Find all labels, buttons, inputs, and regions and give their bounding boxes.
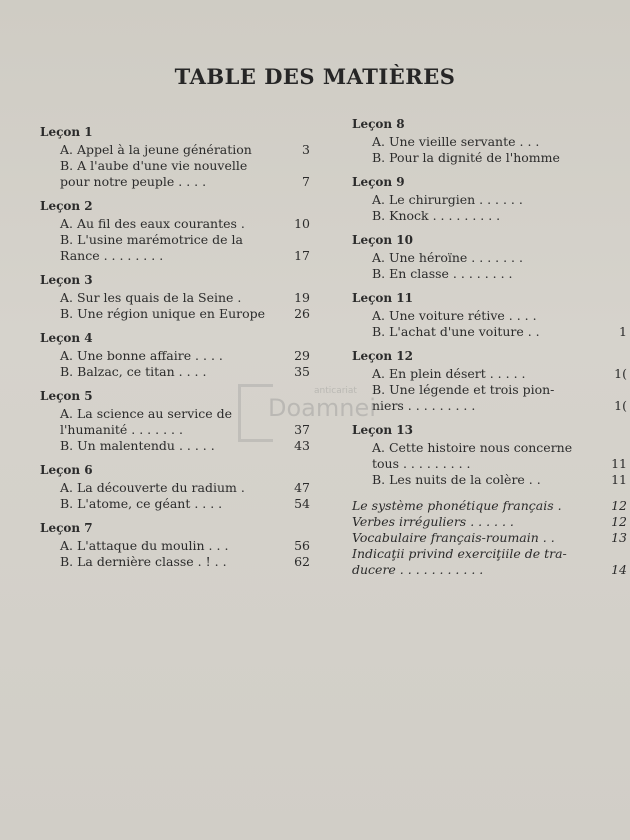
toc-entry-page: 56 bbox=[294, 538, 310, 553]
toc-entry-label: A. L'attaque du moulin . . . bbox=[60, 538, 229, 553]
lesson-block bbox=[40, 330, 310, 380]
toc-entry bbox=[40, 306, 310, 322]
toc-entry bbox=[352, 150, 627, 166]
toc-entry-page: 19 bbox=[294, 290, 310, 305]
lesson-title: Leçon 2 bbox=[40, 199, 93, 213]
toc-entry bbox=[40, 554, 310, 570]
toc-entry-label: A. Appel à la jeune génération bbox=[60, 142, 252, 157]
watermark-big-text: Doamnei bbox=[268, 394, 376, 422]
toc-entry-label: B. Balzac, ce titan . . . . bbox=[60, 364, 207, 379]
toc-entry-page: 62 bbox=[294, 554, 310, 569]
toc-entry bbox=[40, 216, 310, 232]
lesson-block bbox=[40, 124, 310, 190]
toc-entry-page: 26 bbox=[294, 306, 310, 321]
appendix-entry bbox=[352, 530, 627, 546]
toc-entry-label: A. Une bonne affaire . . . . bbox=[60, 348, 223, 363]
toc-entry-page: 37 bbox=[294, 422, 310, 437]
toc-entry bbox=[352, 192, 627, 208]
toc-entry-label: A. La découverte du radium . bbox=[60, 480, 245, 495]
lesson-block bbox=[352, 348, 627, 414]
toc-entry-page: 1( bbox=[614, 366, 627, 381]
appendix-entry-page: 12 bbox=[611, 498, 627, 513]
lesson-title: Leçon 3 bbox=[40, 273, 93, 287]
toc-entry-label: B. Knock . . . . . . . . . bbox=[372, 208, 501, 223]
toc-entry-label: B. Pour la dignité de l'homme bbox=[372, 150, 560, 165]
lesson-block bbox=[352, 422, 627, 488]
toc-entry bbox=[352, 208, 627, 224]
lesson-title: Leçon 13 bbox=[352, 423, 413, 437]
lesson-title: Leçon 7 bbox=[40, 521, 93, 535]
toc-entry-label: A. Une héroïne . . . . . . . bbox=[372, 250, 523, 265]
toc-entry-label: B. Une légende et trois pion- niers . . . . . . . . . bbox=[372, 382, 555, 413]
lesson-title: Leçon 10 bbox=[352, 233, 413, 247]
toc-left-column bbox=[40, 124, 310, 578]
toc-entry-label: B. Les nuits de la colère . . bbox=[372, 472, 541, 487]
lesson-block bbox=[352, 290, 627, 340]
lesson-block bbox=[352, 232, 627, 282]
toc-entry-page: 11 bbox=[611, 472, 627, 487]
toc-entry bbox=[352, 382, 627, 414]
toc-entry-page: 7 bbox=[302, 174, 310, 189]
toc-entry bbox=[40, 406, 310, 438]
toc-entry bbox=[352, 250, 627, 266]
lesson-block bbox=[40, 520, 310, 570]
lesson-block bbox=[40, 272, 310, 322]
toc-entry-page: 11 bbox=[611, 456, 627, 471]
toc-entry-label: B. A l'aube d'une vie nouvelle pour notre peuple . . . . bbox=[60, 158, 248, 189]
appendix-entry bbox=[352, 546, 627, 578]
toc-entry-label: A. Une voiture rétive . . . . bbox=[372, 308, 537, 323]
appendix-entry-page: 14 bbox=[611, 562, 627, 577]
toc-entry bbox=[352, 134, 627, 150]
toc-entry-page: 29 bbox=[294, 348, 310, 363]
lesson-title: Leçon 4 bbox=[40, 331, 93, 345]
appendix-entry-page: 12 bbox=[611, 514, 627, 529]
toc-entry bbox=[352, 472, 627, 488]
lesson-title: Leçon 6 bbox=[40, 463, 93, 477]
toc-entry-label: B. L'atome, ce géant . . . . bbox=[60, 496, 223, 511]
lesson-block bbox=[352, 174, 627, 224]
toc-entry bbox=[40, 538, 310, 554]
watermark-small-text: anticariat bbox=[314, 386, 357, 396]
toc-entry-page: 10 bbox=[294, 216, 310, 231]
toc-entry-page: 3 bbox=[302, 142, 310, 157]
toc-entry-label: A. En plein désert . . . . . bbox=[372, 366, 526, 381]
lesson-title: Leçon 12 bbox=[352, 349, 413, 363]
toc-entry-label: A. Au fil des eaux courantes . bbox=[60, 216, 245, 231]
toc-entry-page: 54 bbox=[294, 496, 310, 511]
toc-entry bbox=[40, 480, 310, 496]
lesson-title: Leçon 8 bbox=[352, 117, 405, 131]
toc-entry bbox=[40, 348, 310, 364]
toc-entry-label: A. Le chirurgien . . . . . . bbox=[372, 192, 523, 207]
lesson-title: Leçon 11 bbox=[352, 291, 413, 305]
appendix-entry-label: Vocabulaire français-roumain . . bbox=[352, 530, 555, 545]
toc-entry-label: B. La dernière classe . ! . . bbox=[60, 554, 227, 569]
toc-entry bbox=[40, 158, 310, 190]
toc-entry-label: B. En classe . . . . . . . . bbox=[372, 266, 513, 281]
lesson-block bbox=[40, 462, 310, 512]
lesson-block bbox=[40, 388, 310, 454]
toc-entry-label: B. L'usine marémotrice de la Rance . . . . . . . . bbox=[60, 232, 244, 263]
lesson-title: Leçon 5 bbox=[40, 389, 93, 403]
appendix-entry-label: Indicaţii privind exerciţiile de tra- ducere . . . . . . . . . . . bbox=[352, 546, 567, 577]
appendix-entry bbox=[352, 498, 627, 514]
toc-entry bbox=[40, 232, 310, 264]
toc-entry bbox=[40, 290, 310, 306]
appendix-entry-page: 13 bbox=[611, 530, 627, 545]
toc-entry bbox=[352, 266, 627, 282]
toc-entry-label: B. Une région unique en Europe bbox=[60, 306, 266, 321]
appendix-entry-label: Le système phonétique français . bbox=[352, 498, 562, 513]
toc-entry bbox=[352, 440, 627, 472]
toc-entry-page: 35 bbox=[294, 364, 310, 379]
toc-entry bbox=[40, 438, 310, 454]
toc-entry-label: A. Une vieille servante . . . bbox=[372, 134, 540, 149]
toc-entry bbox=[352, 308, 627, 324]
toc-entry-page: 43 bbox=[294, 438, 310, 453]
toc-entry-label: A. Cette histoire nous concerne tous . . . . . . . . . bbox=[372, 440, 573, 471]
toc-entry bbox=[352, 366, 627, 382]
toc-entry-label: B. L'achat d'une voiture . . bbox=[372, 324, 540, 339]
lesson-title: Leçon 9 bbox=[352, 175, 405, 189]
lesson-block bbox=[352, 116, 627, 166]
toc-entry bbox=[352, 324, 627, 340]
toc-entry-page: 1 bbox=[619, 324, 627, 339]
lesson-block bbox=[40, 198, 310, 264]
appendix-list bbox=[352, 498, 627, 578]
toc-entry-label: A. Sur les quais de la Seine . bbox=[60, 290, 242, 305]
toc-entry-label: B. Un malentendu . . . . . bbox=[60, 438, 215, 453]
toc-entry-label: A. La science au service de l'humanité . . . . . . . bbox=[60, 406, 233, 437]
appendix-entry bbox=[352, 514, 627, 530]
toc-entry-page: 17 bbox=[294, 248, 310, 263]
toc-entry bbox=[40, 496, 310, 512]
toc-entry-page: 1( bbox=[614, 398, 627, 413]
toc-entry-page: 47 bbox=[294, 480, 310, 495]
toc-right-column bbox=[352, 116, 627, 578]
toc-entry bbox=[40, 364, 310, 380]
lesson-title: Leçon 1 bbox=[40, 125, 93, 139]
page-title: TABLE DES MATIÈRES bbox=[174, 64, 456, 89]
appendix-entry-label: Verbes irréguliers . . . . . . bbox=[352, 514, 514, 529]
toc-entry bbox=[40, 142, 310, 158]
